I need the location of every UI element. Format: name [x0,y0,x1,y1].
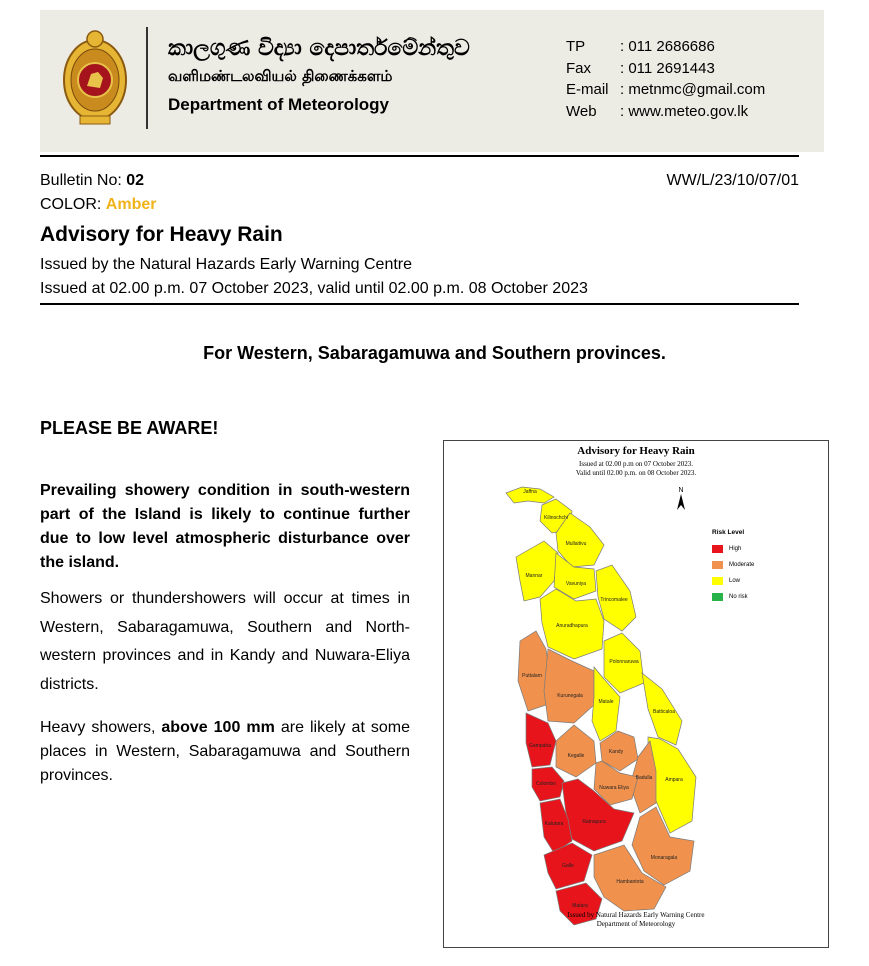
paragraph-heavy-showers [40,716,410,788]
legend-swatch [712,593,723,601]
heavy-showers-text-rest: are likely at some places in Western, Sabaragamuwa and Southern provinces. [40,719,411,784]
paragraph-showers: Showers or thundershowers will occur at times in Western, Sabaragamuwa, Southern and North-western provinces and in Kandy and Nuwara-Eliya districts. [40,590,410,693]
legend-label: High [729,546,742,552]
district-label: Matara [572,903,588,909]
district-kegalle [556,725,596,777]
contact-phone [566,36,765,58]
contact-value: : 011 2686686 [620,38,715,55]
map-title: Advisory for Heavy Rain [577,445,695,457]
north-label: N [678,487,684,494]
district-label: Gampaha [529,743,551,749]
top-rule [40,155,799,157]
district-label: Nuwara Eliya [599,785,629,791]
contact-key: E-mail [566,81,609,98]
legend-item-low [712,573,754,589]
district-label: Galle [562,863,574,869]
legend-item-high [712,541,754,557]
department-names [168,36,470,115]
map-issued: Issued at 02.00 p.m on 07 October 2023. [579,460,693,468]
rainfall-amount: above 100 mm [161,719,275,736]
color-value: Amber [105,196,157,213]
bulletin-color [40,196,156,214]
district-label: Kalutara [544,821,564,827]
legend-title: Risk Level [712,529,745,536]
district-label: Mullaitivu [565,541,587,547]
district-label: Hambantota [616,879,644,885]
map-footer-department: Department of Meteorology [596,920,676,928]
map-legend [712,529,754,605]
risk-map [443,440,829,948]
contact-value[interactable]: : www.meteo.gov.lk [620,102,749,120]
bulletin-number [40,172,144,190]
district-label: Batticaloa [653,709,675,715]
contact-key: Web [566,102,597,120]
legend-label: Low [729,578,741,584]
sri-lanka-emblem-icon [62,28,128,126]
legend-item-moderate [712,557,754,573]
advisory-title: Advisory for Heavy Rain [40,223,283,246]
map-valid: Valid until 02.00 p.m. on 08 October 2023. [575,469,697,477]
legend-swatch [712,561,723,569]
provinces-heading: For Western, Sabaragamuwa and Southern provinces. [203,343,666,363]
contact-value: : 011 2691443 [620,59,715,77]
header-band [40,10,824,152]
map-footer-issuer: Issued by Natural Hazards Early Warning Centre [567,911,705,919]
bulletin-reference: WW/L/23/10/07/01 [666,172,799,189]
department-name-tamil: வளிமண்டலவியல் திணைக்களம் [168,67,393,85]
district-label: Kilinochchi [544,515,568,521]
legend-label: Moderate [729,562,755,568]
department-name-sinhala: කාලගුණ විද්‍යා දෙපාර්තමේන්තුව [168,36,470,61]
contact-value[interactable]: : metnmc@gmail.com [620,81,766,98]
department-name-english: Department of Meteorology [168,95,390,114]
district-label: Kegalle [567,753,585,759]
district-label: Monaragala [650,855,678,861]
contact-web [566,101,765,123]
header-divider [146,27,148,129]
district-label: Jaffna [523,489,537,495]
legend-label: No risk [729,594,748,600]
district-label: Colombo [535,781,557,787]
color-label: COLOR: [40,196,106,213]
district-label: Vavuniya [565,581,587,587]
district-label: Badulla [635,775,653,781]
heavy-showers-text: Heavy showers, [40,719,162,736]
contact-details [566,36,765,122]
contact-key: TP [566,38,586,55]
legend-item-no-risk [712,589,754,605]
district-label: Ampara [665,777,683,783]
district-label: Ratnapura [582,819,606,825]
contact-key: Fax [566,59,592,77]
district-label: Kandy [608,749,624,755]
issued-by: Issued by the Natural Hazards Early Warning Centre [40,256,413,273]
district-label: Kurunegala [557,693,583,699]
legend-swatch [712,577,723,585]
district-label: Trincomalee [600,597,628,603]
aware-heading: PLEASE BE AWARE! [40,418,219,438]
sri-lanka-district-map [444,441,828,947]
district-label: Puttalam [522,673,542,679]
district-label: Polonnaruwa [609,659,639,665]
bulletin-number-label: Bulletin No: [40,172,127,189]
legend-swatch [712,545,723,553]
contact-fax [566,58,765,80]
district-kurunegala [544,649,594,723]
bulletin-number-value: 02 [126,172,145,189]
issued-at: Issued at 02.00 p.m. 07 October 2023, valid until 02.00 p.m. 08 October 2023 [40,280,588,297]
district-label: Anuradhapura [556,623,588,629]
paragraph-prevailing: Prevailing showery condition in south-western part of the Island is likely to continue further due to low level atmospheric disturbance over the island. [40,482,410,571]
district-label: Mannar [525,573,543,579]
district-label: Matale [598,699,614,705]
bottom-rule [40,303,799,305]
contact-email [566,79,765,101]
